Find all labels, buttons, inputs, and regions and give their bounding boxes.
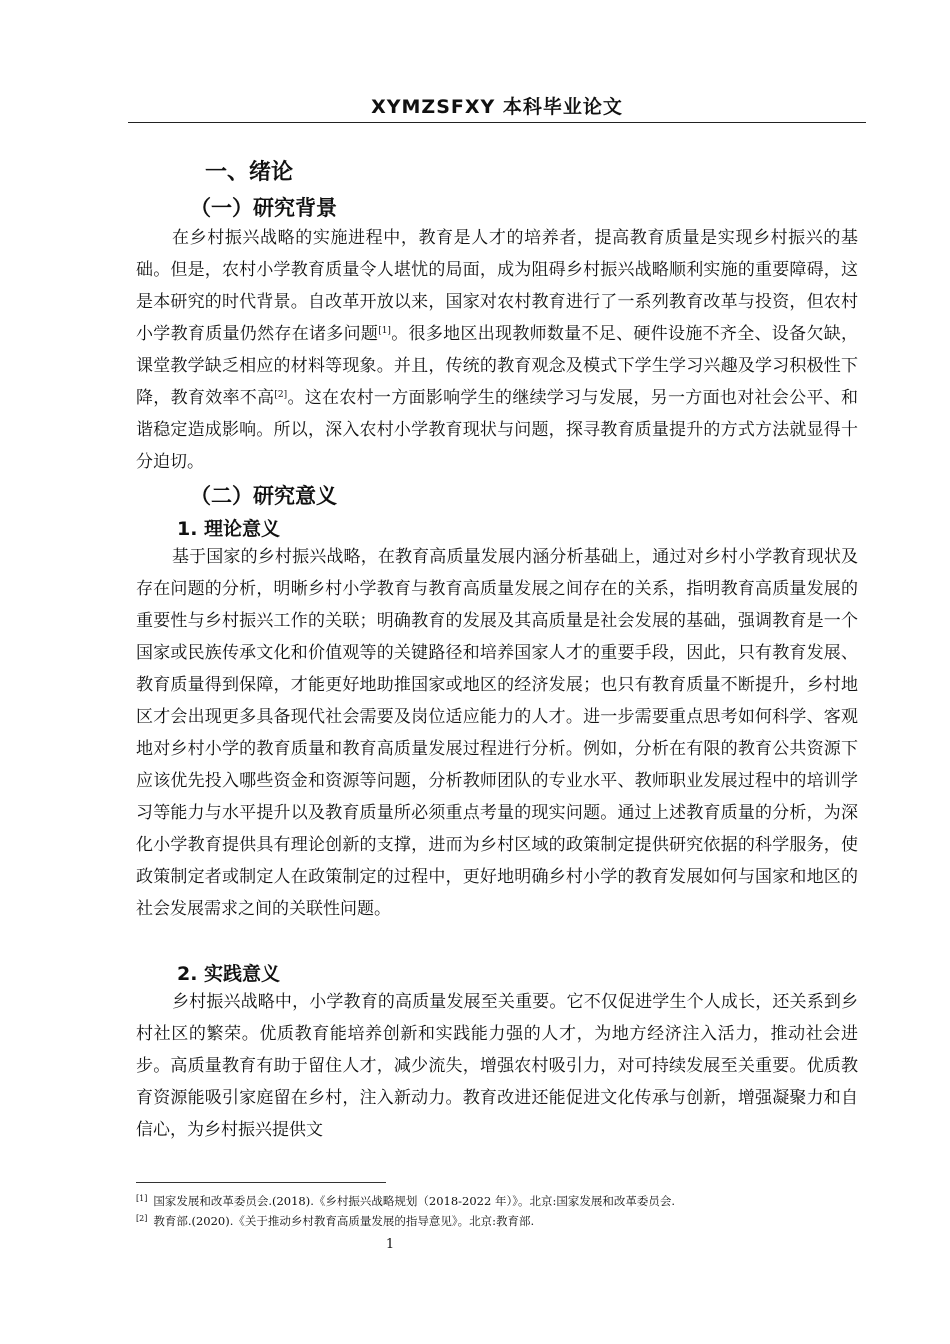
paragraph-background-part2: 。很多地区出现教师数量不足、硬件设施不齐全、设备欠缺，课堂教学缺乏相应的材料等现象。并且，传统的教育观念及模式下学生学习兴趣及学习积极性下降，教育效率不高	[136, 324, 859, 408]
footnote-1-text: 国家发展和改革委员会.(2018).《乡村振兴战略规划（2018-2022 年）》。北京:国家发展和改革委员会.	[153, 1194, 675, 1208]
header-divider	[128, 122, 866, 123]
footnote-divider	[136, 1182, 386, 1183]
citation-ref-1[interactable]: [1]	[378, 326, 391, 336]
footnote-2-mark: [2]	[136, 1214, 148, 1223]
footnote-1	[136, 1191, 866, 1209]
section-title-significance: （二）研究意义	[190, 484, 337, 508]
subsection-title-theory: 1. 理论意义	[177, 518, 281, 540]
chapter-title: 一、绪论	[205, 160, 294, 185]
paragraph-theory: 基于国家的乡村振兴战略，在教育高质量发展内涵分析基础上，通过对乡村小学教育现状及存在问题的分析，明晰乡村小学教育与教育高质量发展之间存在的关系，指明教育高质量发展的重要性与乡村振兴工作的关联；明确教育的发展及其高质量是社会发展的基础，强调教育是一个国家或民族传承文化和价值观等的关键路径和培养国家人才的重要手段，因此，只有教育发展、教育质量得到保障，才能更好地助推国家或地区的经济发展；也只有教育质量不断提升，乡村地区才会出现更多具备现代社会需要及岗位适应能力的人才。进一步需要重点思考如何科学、客观地对乡村小学的教育质量和教育高质量发展过程进行分析。例如，分析在有限的教育公共资源下应该优先投入哪些资金和资源等问题，分析教师团队的专业水平、教师职业发展过程中的培训学习等能力与水平提升以及教育质量所必须重点考量的现实问题。通过上述教育质量的分析，为深化小学教育提供具有理论创新的支撑，进而为乡村区域的政策制定提供研究依据的科学服务，使政策制定者或制定人在政策制定的过程中，更好地明确乡村小学的教育发展如何与国家和地区的社会发展需求之间的关联性问题。	[136, 547, 858, 919]
section-title-background: （一）研究背景	[190, 196, 337, 220]
citation-ref-2[interactable]: [2]	[274, 390, 288, 400]
paragraph-background-part1: 在乡村振兴战略的实施进程中，教育是人才的培养者，提高教育质量是实现乡村振兴的基础。但是，农村小学教育质量令人堪忧的局面，成为阻碍乡村振兴战略顺利实施的重要障碍，这是本研究的时代背景。自改革开放以来，国家对农村教育进行了一系列教育改革与投资，但农村小学教育质量仍然存在诸多问题	[136, 228, 858, 344]
footnote-1-mark: [1]	[136, 1194, 148, 1203]
page-header-title: XYMZSFXY 本科毕业论文	[371, 96, 623, 118]
page-number: 1	[385, 1237, 395, 1252]
footnote-2	[136, 1211, 866, 1229]
paragraph-practice: 乡村振兴战略中，小学教育的高质量发展至关重要。它不仅促进学生个人成长，还关系到乡村社区的繁荣。优质教育能培养创新和实践能力强的人才，为地方经济注入活力，推动社会进步。高质量教育有助于留住人才，减少流失，增强农村吸引力，对可持续发展至关重要。优质教育资源能吸引家庭留在乡村，注入新动力。教育改进还能促进文化传承与创新，增强凝聚力和自信心，为乡村振兴提供文	[136, 992, 858, 1140]
subsection-title-practice: 2. 实践意义	[177, 963, 281, 985]
footnote-2-text: 教育部.(2020).《关于推动乡村教育高质量发展的指导意见》。北京:教育部.	[153, 1214, 535, 1228]
paragraph-background	[136, 222, 858, 478]
paragraph-background-part3: 。这在农村一方面影响学生的继续学习与发展，另一方面也对社会公平、和谐稳定造成影响。所以，深入农村小学教育现状与问题，探寻教育质量提升的方式方法就显得十分迫切。	[136, 388, 858, 472]
